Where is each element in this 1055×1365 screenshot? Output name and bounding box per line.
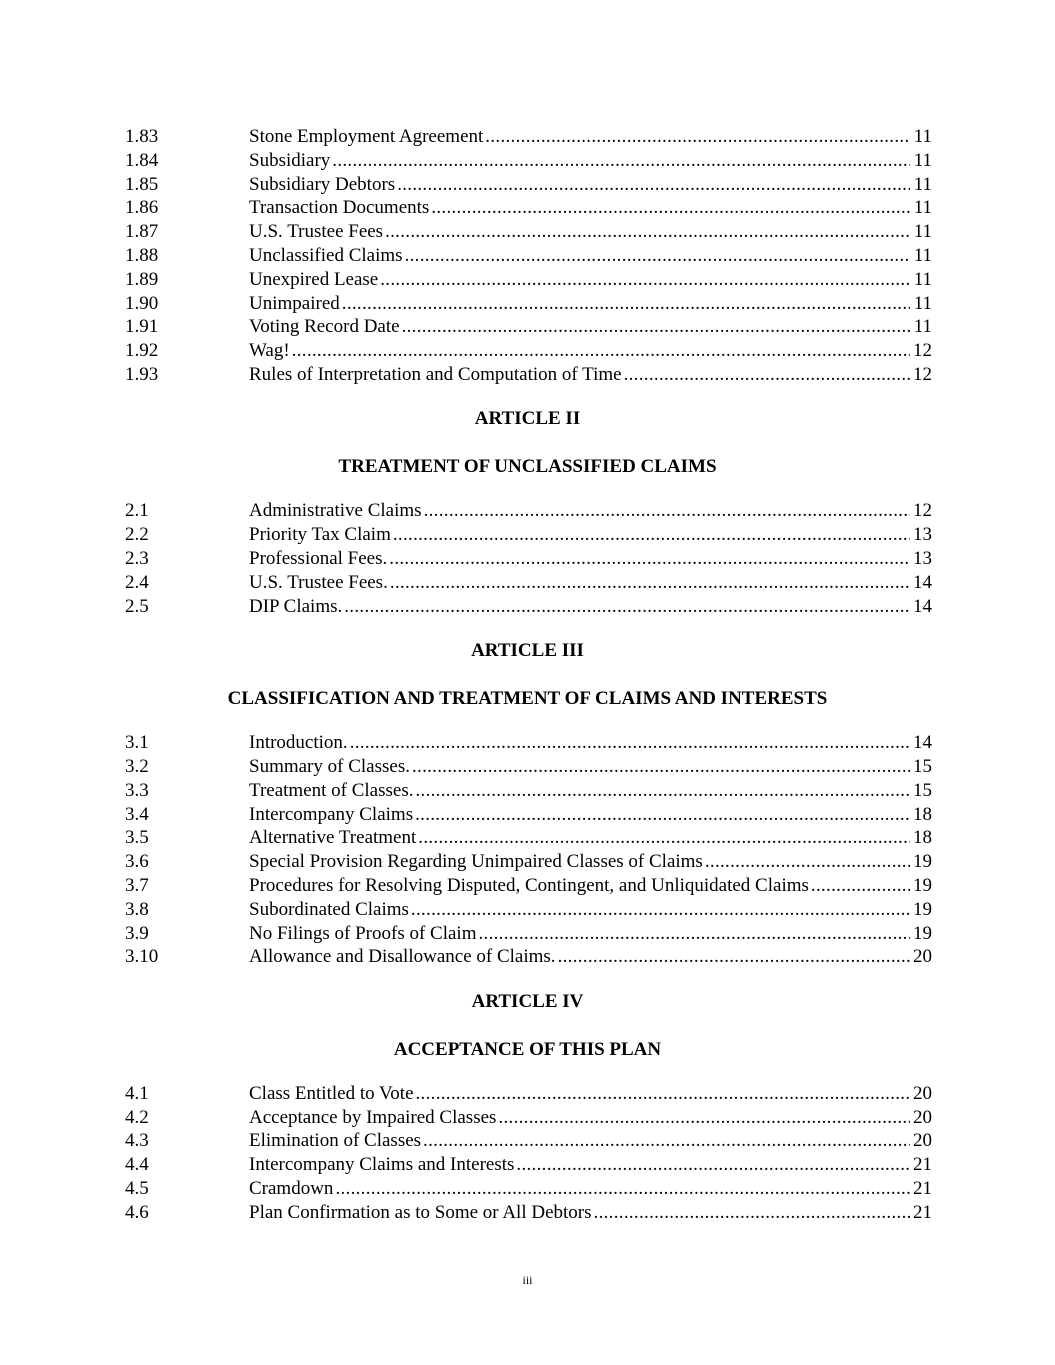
toc-entry[interactable] <box>125 595 932 619</box>
toc-entry-body <box>249 1106 932 1130</box>
toc-entry-number: 1.88 <box>125 244 159 266</box>
section-spacer <box>125 1013 932 1037</box>
toc-entry-title: Introduction. <box>249 732 348 754</box>
toc-entry[interactable] <box>125 196 932 220</box>
toc-entry-number: 3.2 <box>125 755 149 777</box>
toc-entry-body <box>249 826 932 850</box>
toc-entry-page: 11 <box>913 221 932 243</box>
toc-entry-body <box>249 1129 932 1153</box>
dot-leader <box>809 874 910 898</box>
section-spacer <box>125 969 932 990</box>
toc-entry-number: 4.5 <box>125 1177 149 1199</box>
toc-entry[interactable] <box>125 779 932 803</box>
toc-entry-body <box>249 595 932 619</box>
toc-entry[interactable] <box>125 244 932 268</box>
toc-entry-body <box>249 779 932 803</box>
toc-entry-number: 2.1 <box>125 500 149 522</box>
article-title: CLASSIFICATION AND TREATMENT OF CLAIMS AND INTERESTS <box>227 688 828 710</box>
toc-entry-title: Summary of Classes. <box>249 755 410 777</box>
toc-entry[interactable] <box>125 803 932 827</box>
dot-leader <box>348 731 910 755</box>
toc-entry-number: 1.93 <box>125 363 159 385</box>
toc-entry-title: Cramdown <box>249 1177 334 1199</box>
dot-leader <box>421 1129 910 1153</box>
toc-entry-title: Class Entitled to Vote <box>249 1082 414 1104</box>
toc-entry-page: 14 <box>913 595 932 617</box>
dot-leader <box>622 363 910 387</box>
toc-entry-title: Treatment of Classes. <box>249 779 414 801</box>
toc-entry-number: 1.91 <box>125 316 159 338</box>
toc-entry-title: Stone Employment Agreement <box>249 126 484 147</box>
toc-entry-page: 14 <box>913 732 932 754</box>
toc-entry-page: 19 <box>913 898 932 920</box>
toc-entry-title: Wag! <box>249 340 290 362</box>
toc-entry-page: 12 <box>913 363 932 385</box>
toc-entry-body <box>249 1082 932 1106</box>
toc-entry[interactable] <box>125 523 932 547</box>
toc-entry[interactable] <box>125 898 932 922</box>
dot-leader <box>414 1082 911 1106</box>
dot-leader <box>514 1153 910 1177</box>
toc-entry-page: 20 <box>913 1106 932 1128</box>
dot-leader <box>496 1106 910 1130</box>
toc-entry-body <box>249 363 932 387</box>
section-spacer <box>125 711 932 731</box>
toc-entry-title: Intercompany Claims <box>249 803 414 825</box>
toc-entry[interactable] <box>125 315 932 339</box>
toc-entry-number: 1.89 <box>125 268 159 290</box>
section-spacer <box>125 431 932 455</box>
toc-entry-number: 2.5 <box>125 595 149 617</box>
dot-leader <box>333 1177 910 1201</box>
toc-entry-title: U.S. Trustee Fees. <box>249 571 388 593</box>
toc-entry[interactable] <box>125 1129 932 1153</box>
toc-entry-number: 2.2 <box>125 524 149 546</box>
toc-entry-number: 4.1 <box>125 1082 149 1104</box>
toc-entry-number: 3.4 <box>125 803 149 825</box>
page-number: iii <box>522 1273 533 1287</box>
toc-entry-body <box>249 803 932 827</box>
toc-entry-body <box>249 523 932 547</box>
toc-entry-number: 3.5 <box>125 827 149 849</box>
dot-leader <box>416 826 910 850</box>
toc-entry-title: Acceptance by Impaired Classes <box>249 1106 497 1128</box>
toc-entry-number: 3.7 <box>125 874 149 896</box>
toc-entry-page: 15 <box>913 755 932 777</box>
dot-leader <box>413 803 910 827</box>
toc-entry-title: Priority Tax Claim <box>249 524 391 546</box>
toc-entry-page: 19 <box>913 874 932 896</box>
toc-entry-title: Subsidiary Debtors <box>249 173 396 195</box>
toc-entry-title: Special Provision Regarding Unimpaired Classes of Claims <box>249 851 703 873</box>
toc-entry[interactable] <box>125 874 932 898</box>
dot-leader <box>391 523 910 547</box>
toc-entry-page: 11 <box>913 173 932 195</box>
toc-entry-number: 1.90 <box>125 292 159 314</box>
toc-entry-body <box>249 315 932 339</box>
dot-leader <box>387 547 910 571</box>
toc-entry-number: 1.87 <box>125 221 159 243</box>
toc-entry[interactable] <box>125 1082 932 1106</box>
toc-entry-body <box>249 173 932 197</box>
article-heading: ARTICLE III <box>471 639 584 661</box>
toc-entry-body <box>249 244 932 268</box>
article-title: ACCEPTANCE OF THIS PLAN <box>393 1038 662 1060</box>
toc-entry-number: 3.1 <box>125 732 149 754</box>
toc-entry-title: Allowance and Disallowance of Claims. <box>249 946 556 968</box>
toc-entry-title: Voting Record Date <box>249 316 400 338</box>
section-spacer <box>125 618 932 639</box>
toc-entry-title: Professional Fees. <box>249 548 388 570</box>
table-of-contents <box>125 125 932 1225</box>
toc-entry-body <box>249 339 932 363</box>
toc-entry-number: 2.4 <box>125 571 149 593</box>
toc-entry-number: 4.6 <box>125 1201 149 1223</box>
toc-entry-page: 19 <box>913 922 932 944</box>
toc-entry-body <box>249 1153 932 1177</box>
toc-entry-number: 4.2 <box>125 1106 149 1128</box>
dot-leader <box>422 499 910 523</box>
toc-entry[interactable] <box>125 922 932 946</box>
dot-leader <box>429 196 910 220</box>
dot-leader <box>703 850 910 874</box>
toc-entry-title: Intercompany Claims and Interests <box>249 1154 515 1176</box>
toc-entry[interactable] <box>125 731 932 755</box>
toc-entry-page: 13 <box>913 524 932 546</box>
toc-entry-page: 18 <box>913 803 932 825</box>
toc-entry-number: 4.3 <box>125 1130 149 1152</box>
toc-entry-page: 13 <box>913 548 932 570</box>
toc-entry-title: U.S. Trustee Fees <box>249 221 384 243</box>
toc-entry-title: Subordinated Claims <box>249 898 409 920</box>
section-spacer <box>125 479 932 499</box>
toc-entry-body <box>249 547 932 571</box>
toc-entry-page: 20 <box>913 1082 932 1104</box>
dot-leader <box>395 173 910 197</box>
dot-leader <box>342 595 910 619</box>
article-heading: ARTICLE II <box>474 408 581 430</box>
toc-entry-body <box>249 850 932 874</box>
dot-leader <box>409 898 910 922</box>
toc-entry-number: 2.3 <box>125 548 149 570</box>
toc-entry[interactable] <box>125 1177 932 1201</box>
toc-entry-page: 11 <box>913 244 932 266</box>
toc-entry-title: Unexpired Lease <box>249 268 379 290</box>
section-spacer <box>125 1061 932 1081</box>
toc-entry[interactable] <box>125 945 932 969</box>
toc-entry[interactable] <box>125 339 932 363</box>
toc-entry-number: 1.86 <box>125 197 159 219</box>
toc-entry-number: 1.85 <box>125 173 159 195</box>
toc-entry-page: 11 <box>913 292 932 314</box>
toc-entry-page: 12 <box>913 340 932 362</box>
toc-entry-title: Unimpaired <box>249 292 340 314</box>
toc-entry-number: 1.84 <box>125 149 159 171</box>
toc-entry-page: 20 <box>913 946 932 968</box>
toc-entry-title: DIP Claims. <box>249 595 343 617</box>
toc-entry[interactable] <box>125 547 932 571</box>
toc-entry-page: 21 <box>913 1177 932 1199</box>
dot-leader <box>290 339 910 363</box>
toc-entry-page: 12 <box>913 500 932 522</box>
toc-entry-number: 1.92 <box>125 340 159 362</box>
toc-entry[interactable] <box>125 220 932 244</box>
toc-entry-title: Subsidiary <box>249 149 331 171</box>
toc-entry-number: 3.8 <box>125 898 149 920</box>
article-heading: ARTICLE IV <box>471 990 584 1012</box>
section-spacer <box>125 663 932 687</box>
toc-entry-page: 11 <box>913 149 932 171</box>
toc-entry-page: 19 <box>913 851 932 873</box>
toc-entry-body <box>249 874 932 898</box>
dot-leader <box>413 779 910 803</box>
toc-entry-body <box>249 731 932 755</box>
toc-entry-body <box>249 898 932 922</box>
toc-entry-title: Administrative Claims <box>249 500 422 522</box>
dot-leader <box>592 1201 910 1225</box>
toc-entry-page: 21 <box>913 1154 932 1176</box>
dot-leader <box>388 571 910 595</box>
toc-entry-body <box>249 945 932 969</box>
toc-entry[interactable] <box>125 363 932 387</box>
toc-entry-title: Plan Confirmation as to Some or All Debtors <box>249 1201 592 1223</box>
toc-entry-title: Procedures for Resolving Disputed, Contingent, and Unliquidated Claims <box>249 874 809 896</box>
toc-entry-page: 20 <box>913 1130 932 1152</box>
toc-entry-body <box>249 220 932 244</box>
toc-entry-body <box>249 149 932 173</box>
toc-entry-body <box>249 499 932 523</box>
toc-entry-page: 15 <box>913 779 932 801</box>
dot-leader <box>556 945 910 969</box>
toc-entry-page: 11 <box>913 126 932 147</box>
section-spacer <box>125 387 932 408</box>
dot-leader <box>378 268 910 292</box>
dot-leader <box>383 220 910 244</box>
dot-leader <box>340 292 910 316</box>
toc-entry-body <box>249 755 932 779</box>
toc-entry-number: 4.4 <box>125 1154 149 1176</box>
toc-entry-title: Transaction Documents <box>249 197 430 219</box>
dot-leader <box>476 922 910 946</box>
toc-entry-page: 11 <box>913 197 932 219</box>
toc-entry[interactable] <box>125 499 932 523</box>
toc-entry-body <box>249 1177 932 1201</box>
toc-entry[interactable] <box>125 173 932 197</box>
toc-entry-page: 21 <box>913 1201 932 1223</box>
toc-entry-body <box>249 292 932 316</box>
toc-entry-title: Alternative Treatment <box>249 827 417 849</box>
dot-leader <box>403 244 910 268</box>
toc-entry-body <box>249 922 932 946</box>
toc-entry-title: No Filings of Proofs of Claim <box>249 922 477 944</box>
toc-entry-page: 11 <box>913 316 932 338</box>
toc-entry-body <box>249 1201 932 1225</box>
toc-entry[interactable] <box>125 149 932 173</box>
dot-leader <box>330 149 910 173</box>
article-title: TREATMENT OF UNCLASSIFIED CLAIMS <box>338 456 717 478</box>
toc-entry-title: Unclassified Claims <box>249 244 403 266</box>
toc-entry[interactable] <box>125 1106 932 1130</box>
toc-entry[interactable] <box>125 850 932 874</box>
toc-entry-number: 1.83 <box>125 126 159 147</box>
toc-entry[interactable] <box>125 268 932 292</box>
toc-entry-title: Rules of Interpretation and Computation of Time <box>249 363 622 385</box>
toc-entry-body <box>249 196 932 220</box>
toc-entry-number: 3.3 <box>125 779 149 801</box>
toc-entry-body <box>249 268 932 292</box>
dot-leader <box>400 315 910 339</box>
dot-leader <box>410 755 910 779</box>
toc-entry-number: 3.9 <box>125 922 149 944</box>
toc-entry[interactable] <box>125 125 932 149</box>
dot-leader <box>483 125 910 149</box>
toc-entry-body <box>249 571 932 595</box>
toc-entry[interactable] <box>125 826 932 850</box>
toc-entry-page: 14 <box>913 571 932 593</box>
toc-entry-title: Elimination of Classes <box>249 1130 422 1152</box>
toc-entry-number: 3.6 <box>125 851 149 873</box>
toc-entry[interactable] <box>125 1201 932 1225</box>
toc-entry[interactable] <box>125 1153 932 1177</box>
toc-entry[interactable] <box>125 755 932 779</box>
toc-entry-page: 11 <box>913 268 932 290</box>
toc-entry-body <box>249 125 932 149</box>
toc-entry[interactable] <box>125 571 932 595</box>
toc-entry-page: 18 <box>913 827 932 849</box>
toc-entry-number: 3.10 <box>125 946 159 968</box>
toc-entry[interactable] <box>125 292 932 316</box>
